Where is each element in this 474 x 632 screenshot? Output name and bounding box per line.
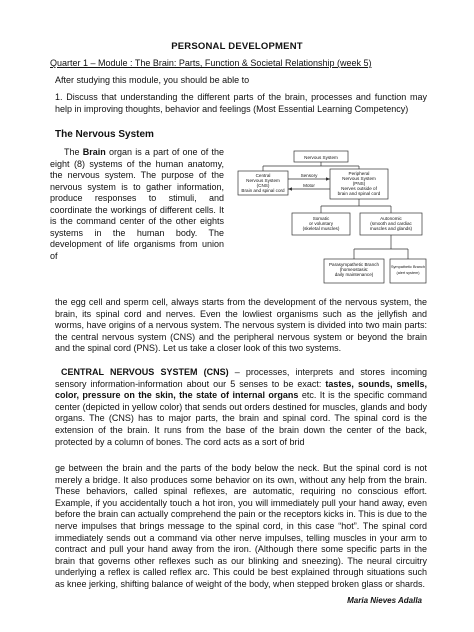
- section-heading: The Nervous System: [55, 129, 154, 140]
- diagram-pns-line-3: (PNS): [352, 181, 366, 186]
- brain-paragraph: The Brain organ is a part of one of the eight (8) systems of the human anatomy, the nervous system. The purpose of the nervous system is to gather information, produce responses to stimuli, and coordinate the workings of different cells. It is the command center of the other eights systems in the human body. The development of life organisms from union of: [50, 147, 225, 261]
- senses-list: tastes, sounds, smells, color, pressure on the skin, the state of internal organs: [55, 378, 428, 401]
- diagram-para-line-2: (homeostasis:: [339, 267, 369, 272]
- diagram-somatic-line-3: (skeletal muscles): [302, 226, 340, 231]
- diagram-somatic-line-2: or voluntary: [308, 221, 334, 226]
- diagram-para-line-1: Parasympathetic Branch: [328, 262, 380, 267]
- diagram-para-line-3: daily maintenance): [334, 272, 374, 277]
- diagram-motor-label: Motor: [303, 183, 315, 188]
- objective-text: 1. Discuss that understanding the different parts of the brain, processes and function may help in improving thoughts, behavior and feelings (Most Essential Learning Competency): [55, 92, 427, 114]
- brain-keyword: Brain: [82, 147, 106, 157]
- cns-paragraph: CENTRAL NERVOUS SYSTEM (CNS) – processes, interprets and stores incoming sensory information-information about our 5 senses to be exact: tastes, sounds, smells, color, pressure on the skin, the state of internal organs etc. It is the specific command center (depicted in yellow color) that sends out orders destined for muscles, glands and body organs. The (CNS) has to major parts, the brain and spinal cord. The spinal cord is the extension of the brain. It runs from the base of the brain down the center of the back, protected by a column of bones. The cord acts as a sort of brid: [55, 367, 428, 447]
- diagram-root-label: Nervous System: [304, 155, 338, 160]
- module-subtitle: Quarter 1 – Module : The Brain: Parts, Function & Societal Relationship (week 5): [50, 58, 372, 68]
- nervous-system-diagram: [232, 149, 428, 297]
- diagram-symp-line-2: (alert system): [396, 271, 420, 275]
- diagram-cns-line-3: (CNS): [256, 183, 270, 188]
- diagram-pns-line-2: Nervous System: [342, 176, 376, 181]
- cns-heading: CENTRAL NERVOUS SYSTEM (CNS): [61, 367, 229, 377]
- diagram-symp-line-1: Sympathetic Branch: [391, 265, 425, 269]
- nervous-system-continuation: the egg cell and sperm cell, always starts from the development of the nervous system, the brain, its spinal cord and nerves. Even the lowliest organisms such as the jellyfish and worms, have origins of a nervous system. The nervous system is divided into two main parts: the central nervous system (CNS) and the peripheral nervous system or beyond the brain and the spinal cord (PNS). Let us take a closer look of this two systems.: [55, 297, 427, 354]
- diagram-cns-line-4: Brain and spinal cord: [241, 188, 285, 193]
- intro-text: After studying this module, you should be able to: [55, 75, 250, 85]
- author-signature: Maria Nieves Adalla: [347, 596, 422, 605]
- diagram-sensory-label: Sensory: [300, 173, 318, 178]
- diagram-cns-line-1: Central: [255, 173, 271, 178]
- diagram-autonomic-line-2: (smooth and cardiac: [370, 221, 412, 226]
- diagram-cns-line-2: Nervous System: [246, 178, 280, 183]
- diagram-pns-line-5: brain and spinal cord: [337, 191, 381, 196]
- diagram-somatic-line-1: Somatic: [312, 216, 330, 221]
- diagram-autonomic-line-1: Autonomic: [380, 216, 402, 221]
- diagram-pns-line-1: Peripheral: [348, 171, 370, 176]
- page-title: PERSONAL DEVELOPMENT: [171, 41, 303, 52]
- spinal-reflex-paragraph: ge between the brain and the parts of the body below the neck. But the spinal cord is not merely a bridge. It also produces some behavior on its own, without any help from the brain. These behaviors, called spinal reflexes, are automatic, requiring no conscious effort. Example, if you accidentally touch a hot iron, you will immediately pull your hand away, even before the brain can actually comprehend the pain or the receptors kicks in. This is due to the nerve impulses that brings message to the spinal cord, in this case “hot”. The spinal cord immediately sends out a command via other nerve impulses, telling muscles in your arm to contract and pull your hand away from the iron. (Although there some specific parts in the brain that governs other reflexes such as our blinking and sneezing). The neural circuitry underlying a reflex is called reflex arc. This could be best explained through situations such as knee jerking, shifting balance of weight of the body, when stepped broken glass or shards.: [55, 463, 427, 589]
- diagram-autonomic-line-3: muscles and glands): [369, 226, 413, 231]
- diagram-pns-line-4: Nerves outside of: [341, 186, 377, 191]
